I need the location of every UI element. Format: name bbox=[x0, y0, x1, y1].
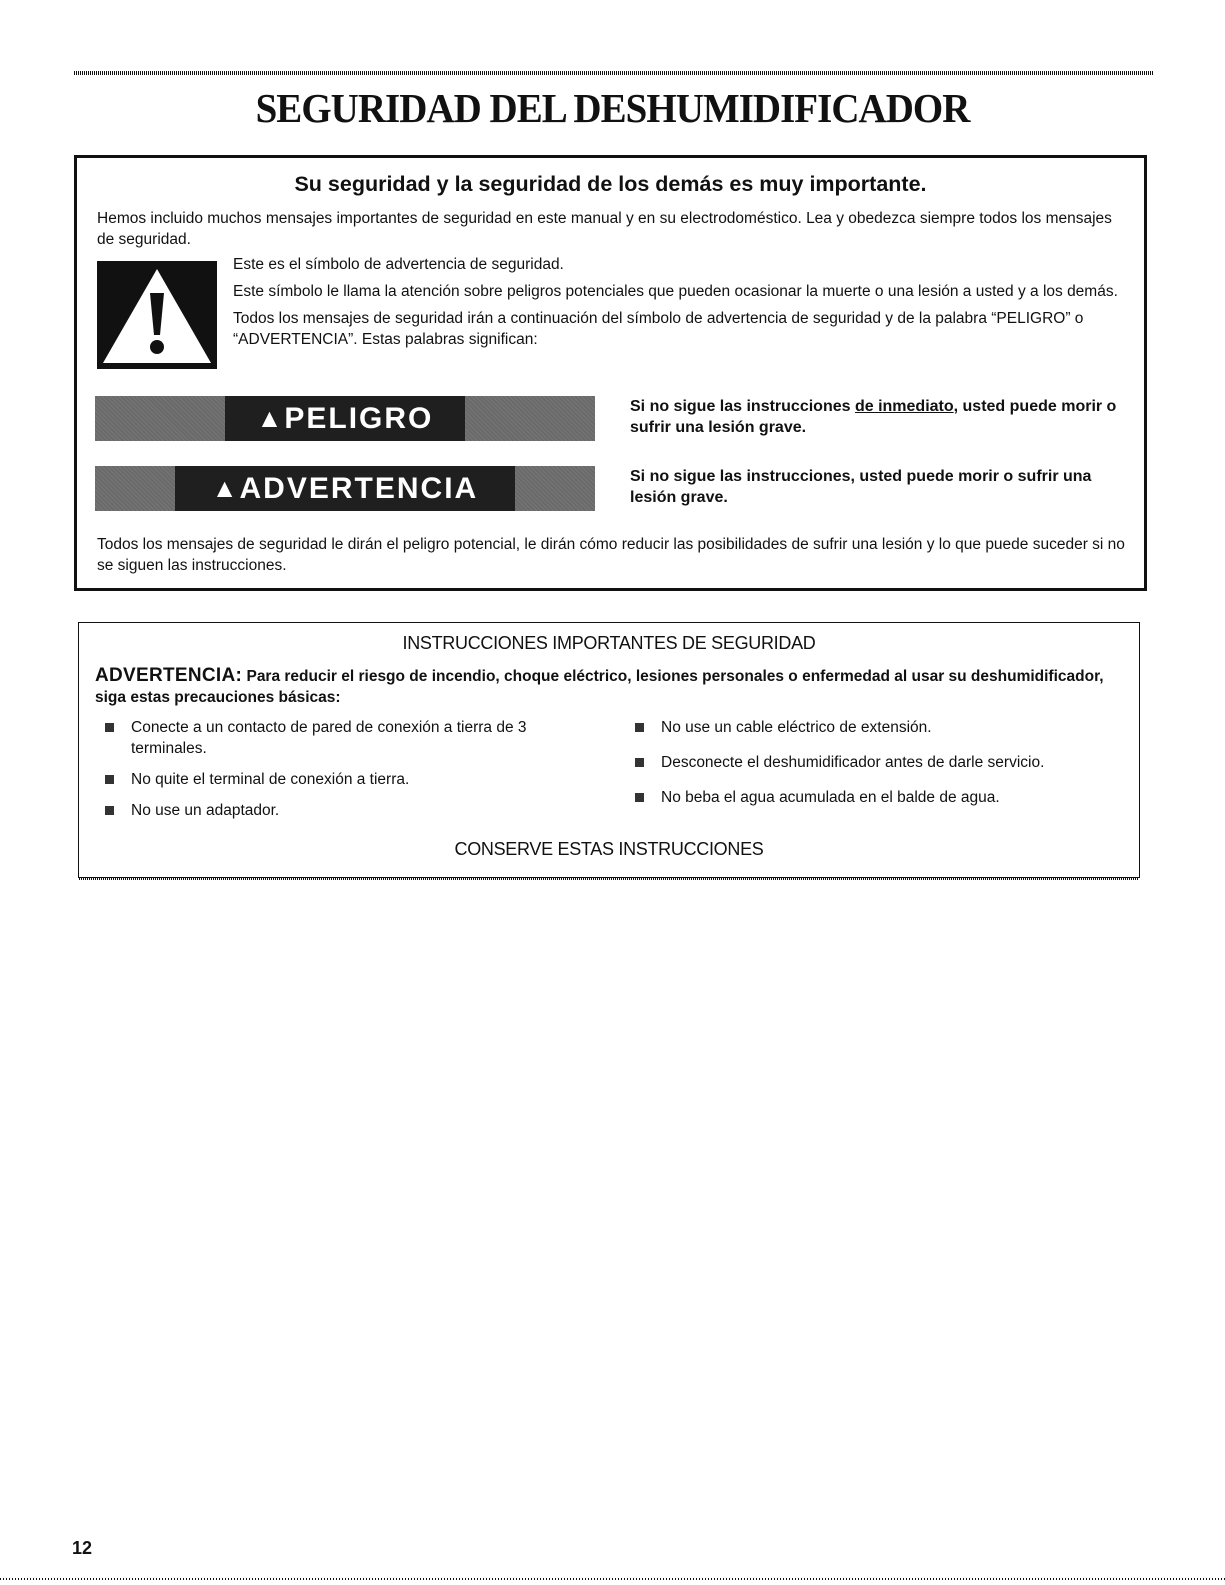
precautions-left-list bbox=[95, 717, 595, 831]
list-item: No beba el agua acumulada en el balde de agua. bbox=[625, 787, 1135, 808]
danger-label: PELIGRO bbox=[284, 401, 434, 435]
bottom-divider bbox=[0, 1578, 1225, 1580]
bullet-icon bbox=[635, 723, 644, 732]
danger-banner bbox=[95, 396, 595, 441]
instructions-heading: INSTRUCCIONES IMPORTANTES DE SEGURIDAD bbox=[402, 633, 816, 653]
warning-label: ADVERTENCIA bbox=[239, 471, 479, 505]
page-number: 12 bbox=[72, 1538, 93, 1558]
important-instructions-box bbox=[78, 622, 1140, 878]
symbol-explanation bbox=[233, 254, 1123, 356]
instructions-footer: CONSERVE ESTAS INSTRUCCIONES bbox=[454, 839, 764, 859]
bullet-icon bbox=[635, 793, 644, 802]
safety-intro: Hemos incluido muchos mensajes importantes de seguridad en este manual y en su electrodoméstico. Lea y obedezca siempre todos los mensajes de seguridad. bbox=[97, 210, 1112, 248]
warning-banner bbox=[95, 466, 595, 511]
safety-message-box bbox=[74, 155, 1147, 591]
danger-description: Si no sigue las instrucciones de inmediato, usted puede morir o sufrir una lesión grave. bbox=[630, 398, 1117, 436]
list-item: Conecte a un contacto de pared de conexión a tierra de 3 terminales. bbox=[95, 717, 595, 759]
instructions-warning: ADVERTENCIA: Para reducir el riesgo de incendio, choque eléctrico, lesiones personales o enfermedad al usar su deshumidificador, siga estas precauciones básicas: bbox=[95, 665, 1104, 706]
alert-triangle-icon: ▲ bbox=[211, 473, 238, 503]
bullet-icon bbox=[105, 806, 114, 815]
list-item: No use un cable eléctrico de extensión. bbox=[625, 717, 1135, 738]
list-item: No use un adaptador. bbox=[95, 800, 595, 821]
list-item: Desconecte el deshumidificador antes de darle servicio. bbox=[625, 752, 1135, 773]
warning-description: Si no sigue las instrucciones, usted puede morir o sufrir una lesión grave. bbox=[630, 468, 1092, 506]
page-title: SEGURIDAD DEL DESHUMIDIFICADOR bbox=[255, 85, 970, 131]
symbol-line: Todos los mensajes de seguridad irán a continuación del símbolo de advertencia de seguridad y de la palabra “PELIGRO” o “ADVERTENCIA”. Estas palabras significan: bbox=[233, 310, 1084, 348]
safety-heading: Su seguridad y la seguridad de los demás es muy importante. bbox=[294, 172, 927, 196]
bullet-icon bbox=[105, 723, 114, 732]
bullet-icon bbox=[635, 758, 644, 767]
underlined-emphasis: de inmediato bbox=[854, 398, 954, 415]
alert-triangle-icon: ▲ bbox=[256, 403, 283, 433]
symbol-line: Este símbolo le llama la atención sobre peligros potenciales que pueden ocasionar la muerte o una lesión a usted y a los demás. bbox=[233, 283, 1118, 300]
bullet-icon bbox=[105, 775, 114, 784]
safety-alert-triangle-icon bbox=[97, 261, 217, 369]
top-divider bbox=[74, 71, 1154, 75]
safety-closing: Todos los mensajes de seguridad le dirán el peligro potencial, le dirán cómo reducir las posibilidades de sufrir una lesión y lo que puede suceder si no se siguen las instrucciones. bbox=[97, 536, 1125, 574]
list-item: No quite el terminal de conexión a tierra. bbox=[95, 769, 595, 790]
symbol-line: Este es el símbolo de advertencia de seguridad. bbox=[233, 256, 564, 273]
warning-lead: ADVERTENCIA: bbox=[95, 665, 243, 686]
precautions-right-list bbox=[625, 717, 1135, 822]
